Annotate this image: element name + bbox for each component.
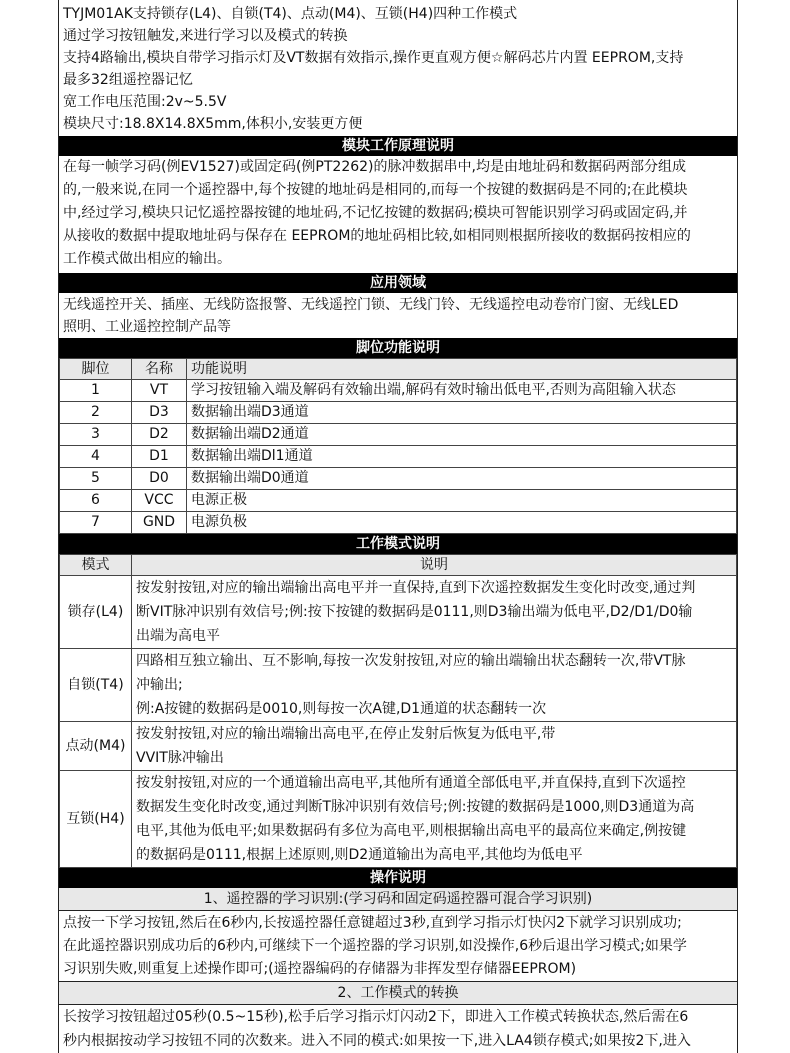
operation-line: 习识别失败,则重复上述操作即可;(遥控器编码的存储器为非挥发型存储器EEPROM): [63, 961, 577, 977]
modes-table: [59, 554, 737, 868]
operation-line: 秒内根据按动学习按钮不同的次数来。进入不同的模式:如果按一下,进入LA4锁存模式;如果按2下,进入: [63, 1033, 691, 1049]
intro-line: 模块尺寸:18.8X14.8X5mm,体积小,安装更方便: [63, 116, 363, 132]
table-row: [60, 722, 737, 771]
table-row: [60, 402, 737, 424]
pins-col-name: 名称: [132, 359, 187, 380]
pin-name: D1: [132, 446, 187, 468]
principle-line: 中,经过学习,模块只记忆遥控器按键的地址码,不记忆按键的数据码;模块可智能识别学习码或固定码,并: [63, 205, 688, 221]
mode-name: 自锁(T4): [60, 649, 132, 722]
mode-name: 点动(M4): [60, 722, 132, 771]
principle-line: 工作模式做出相应的输出。: [63, 251, 231, 267]
mode-desc-line: 的数据码是0111,根据上述原则,则D2通道输出为高电平,其他均为低电平: [136, 847, 583, 863]
pin-function: 电源正极: [187, 490, 737, 512]
modes-header-row: [60, 555, 737, 576]
mode-desc-line: 四路相互独立输出、互不影响,每按一次发射按钮,对应的输出端输出状态翻转一次,带VT脉: [136, 653, 686, 669]
table-row: [60, 771, 737, 868]
mode-desc-line: 按发射按钮,对应的一个通道输出高电平,其他所有通道全部低电平,并直保持,直到下次遥控: [136, 775, 686, 791]
intro-line: 宽工作电压范围:2v~5.5V: [63, 94, 227, 110]
pin-name: VCC: [132, 490, 187, 512]
mode-desc-line: 按发射按钮,对应的输出端输出高电平,在停止发射后恢复为低电平,带: [136, 726, 556, 742]
pin-function: 数据输出端D2通道: [187, 424, 737, 446]
principle-line: 从接收的数据中提取地址码与保存在 EEPROM的地址码相比较,如相同则根据所接收的数据码按相应的: [63, 228, 691, 244]
intro-line: TYJM01AK支持锁存(L4)、自锁(T4)、点动(M4)、互锁(H4)四种工作模式: [63, 6, 518, 22]
mode-desc-line: 电平,其他为低电平;如果数据码有多位为高电平,则根据输出高电平的最高位来确定,例按键: [136, 823, 687, 839]
table-row: [60, 512, 737, 534]
table-row: [60, 446, 737, 468]
mode-desc-line: 断VIT脉冲识别有效信号;例:按下按键的数据码是0111,则D3输出端为低电平,D2/D1/D0输: [136, 604, 693, 620]
pins-header-row: [60, 359, 737, 380]
operation-section-title: 1、遥控器的学习识别:(学习码和固定码遥控器可混合学习识别): [59, 888, 737, 911]
intro-section: [59, 0, 737, 136]
intro-line: 最多32组遥控器记忆: [63, 72, 193, 88]
pin-name: VT: [132, 380, 187, 402]
application-line: 照明、工业遥控控制产品等: [63, 319, 231, 335]
pin-name: GND: [132, 512, 187, 534]
pin-function: 数据输出端Dl1通道: [187, 446, 737, 468]
pin-number: 3: [60, 424, 132, 446]
mode-desc-line: VVIT脉冲输出: [136, 750, 224, 766]
modes-header: 工作模式说明: [59, 534, 737, 554]
principle-section: [59, 156, 737, 271]
mode-name: 互锁(H4): [60, 771, 132, 868]
mode-desc-line: 例:A按键的数据码是0010,则每按一次A键,D1通道的状态翻转一次: [136, 701, 547, 717]
pin-number: 1: [60, 380, 132, 402]
pin-name: D0: [132, 468, 187, 490]
mode-desc-line: 冲输出;: [136, 677, 183, 693]
document: [58, 0, 738, 1053]
mode-desc: [132, 722, 737, 771]
operation-line: 在此遥控器识别成功后的6秒内,可继续下一个遥控器的学习识别,如没操作,6秒后退出学习模式;如果学: [63, 938, 687, 954]
pin-name: D2: [132, 424, 187, 446]
mode-desc: [132, 649, 737, 722]
operation-section-title: 2、工作模式的转换: [59, 981, 737, 1005]
operation-header: 操作说明: [59, 868, 737, 888]
mode-desc: [132, 576, 737, 649]
modes-col-desc: 说明: [132, 555, 737, 576]
pin-number: 4: [60, 446, 132, 468]
operation-line: 长按学习按钮超过05秒(0.5~15秒),松手后学习指示灯闪动2下，即进入工作模式转换状态,然后需在6: [63, 1009, 689, 1025]
pins-table: [59, 358, 737, 534]
modes-col-mode: 模式: [60, 555, 132, 576]
mode-name: 锁存(L4): [60, 576, 132, 649]
operation-section: [59, 1005, 737, 1053]
pin-function: 学习按钮输入端及解码有效输出端,解码有效时输出低电平,否则为高阻输入状态: [187, 380, 737, 402]
mode-desc-line: 数据发生变化时改变,通过判断T脉冲识别有效信号;例:按键的数据码是1000,则D3通道为高: [136, 799, 695, 815]
intro-line: 支持4路输出,模块自带学习指示灯及VT数据有效指示,操作更直观方便☆解码芯片内置 EEPROM,支持: [63, 50, 684, 66]
mode-desc-line: 按发射按钮,对应的输出端输出高电平并一直保持,直到下次遥控数据发生变化时改变,通过判: [136, 580, 696, 596]
pin-number: 2: [60, 402, 132, 424]
pin-number: 6: [60, 490, 132, 512]
table-row: [60, 490, 737, 512]
application-line: 无线遥控开关、插座、无线防盗报警、无线遥控门锁、无线门铃、无线遥控电动卷帘门窗、无线LED: [63, 297, 679, 313]
application-section: [59, 293, 737, 338]
principle-line: 的,一般来说,在同一个遥控器中,每个按键的地址码是相同的,而每一个按键的数据码是不同的;在此模块: [63, 182, 688, 198]
principle-line: 在每一帧学习码(例EV1527)或固定码(例PT2262)的脉冲数据串中,均是由地址码和数据码两部分组成: [63, 159, 686, 175]
intro-line: 通过学习按钮触发,来进行学习以及模式的转换: [63, 28, 348, 44]
mode-desc-line: 出端为高电平: [136, 628, 220, 644]
pin-number: 5: [60, 468, 132, 490]
mode-desc: [132, 771, 737, 868]
pins-header: 脚位功能说明: [59, 338, 737, 358]
pins-col-function: 功能说明: [187, 359, 737, 380]
application-header: 应用领域: [59, 273, 737, 293]
table-row: [60, 649, 737, 722]
pin-name: D3: [132, 402, 187, 424]
table-row: [60, 424, 737, 446]
pin-function: 数据输出端D0通道: [187, 468, 737, 490]
table-row: [60, 468, 737, 490]
operation-section: [59, 911, 737, 981]
pin-function: 电源负极: [187, 512, 737, 534]
principle-header: 模块工作原理说明: [59, 136, 737, 156]
table-row: [60, 380, 737, 402]
pins-col-pin: 脚位: [60, 359, 132, 380]
pin-number: 7: [60, 512, 132, 534]
pin-function: 数据输出端D3通道: [187, 402, 737, 424]
operation-line: 点按一下学习按钮,然后在6秒内,长按遥控器任意键超过3秒,直到学习指示灯快闪2下就学习识别成功;: [63, 915, 682, 931]
table-row: [60, 576, 737, 649]
